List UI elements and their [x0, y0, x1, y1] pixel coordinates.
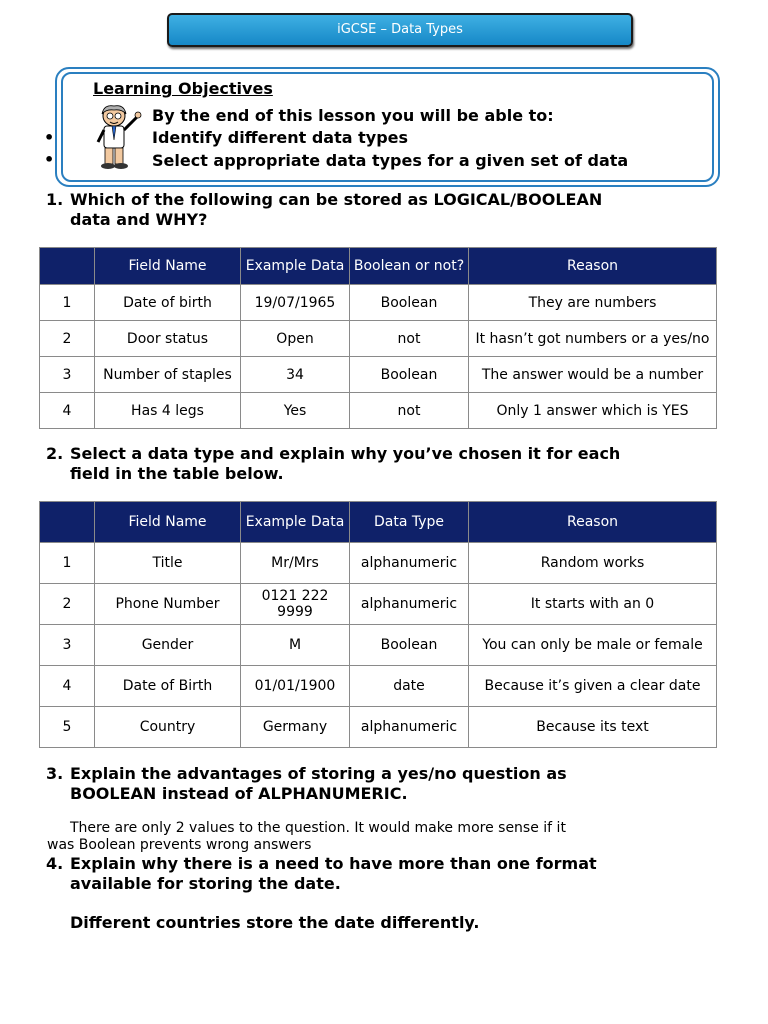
table-cell: They are numbers [469, 285, 717, 321]
table-cell: 3 [40, 625, 95, 666]
question-text: data and WHY? [70, 210, 208, 229]
table-cell: 19/07/1965 [241, 285, 350, 321]
table-cell: not [350, 321, 469, 357]
table-cell: 01/01/1900 [241, 666, 350, 707]
table-cell: Because its text [469, 707, 717, 748]
table-cell: It starts with an 0 [469, 584, 717, 625]
table-row [40, 321, 717, 357]
table-cell: Boolean [350, 285, 469, 321]
table-cell: alphanumeric [350, 707, 469, 748]
table-row [40, 285, 717, 321]
question-number: 1. [46, 190, 64, 209]
table-cell: M [241, 625, 350, 666]
bullet-icon: • [44, 150, 55, 169]
table-cell: Date of birth [95, 285, 241, 321]
table-cell: Number of staples [95, 357, 241, 393]
professor-clipart-icon [92, 104, 144, 170]
table-row [40, 543, 717, 584]
question-text: Select a data type and explain why you’ve chosen it for each [70, 444, 621, 463]
table-row [40, 357, 717, 393]
answer-text: There are only 2 values to the question. It would make more sense if it [70, 820, 566, 836]
table-cell: Only 1 answer which is YES [469, 393, 717, 429]
header-cell: Example Data [241, 502, 350, 543]
bullet-icon: • [44, 128, 55, 147]
header-cell: Reason [469, 248, 717, 285]
question-number: 3. [46, 764, 64, 783]
question-text: Explain the advantages of storing a yes/no question as [70, 764, 567, 783]
question-text: Which of the following can be stored as LOGICAL/BOOLEAN [70, 190, 603, 209]
table-cell: date [350, 666, 469, 707]
boolean-table [39, 247, 717, 429]
answer-text: was Boolean prevents wrong answers [47, 837, 312, 853]
table-cell: Because it’s given a clear date [469, 666, 717, 707]
table-cell: 1 [40, 543, 95, 584]
table-cell: 2 [40, 584, 95, 625]
table-cell: Open [241, 321, 350, 357]
table-row [40, 625, 717, 666]
header-cell: Field Name [95, 502, 241, 543]
table-header-row [40, 248, 717, 285]
table-row [40, 393, 717, 429]
table-cell: You can only be male or female [469, 625, 717, 666]
table-cell: Boolean [350, 357, 469, 393]
table-cell: 34 [241, 357, 350, 393]
answer-text: Different countries store the date differently. [70, 913, 480, 932]
table-cell: Title [95, 543, 241, 584]
table-cell: 3 [40, 357, 95, 393]
table-cell: 4 [40, 393, 95, 429]
table-cell: Phone Number [95, 584, 241, 625]
objectives-intro: By the end of this lesson you will be able to: [152, 106, 554, 125]
table-cell: Country [95, 707, 241, 748]
data-type-table [39, 501, 717, 748]
table-cell: 0121 222 9999 [241, 584, 350, 625]
objective-item: Select appropriate data types for a given set of data [152, 151, 629, 170]
header-cell: Field Name [95, 248, 241, 285]
table-cell: 4 [40, 666, 95, 707]
table-row [40, 666, 717, 707]
question-text: field in the table below. [70, 464, 284, 483]
table-cell: Mr/Mrs [241, 543, 350, 584]
table-header-row [40, 502, 717, 543]
table-cell: alphanumeric [350, 584, 469, 625]
question-text: available for storing the date. [70, 874, 341, 893]
table-cell: Gender [95, 625, 241, 666]
question-number: 4. [46, 854, 64, 873]
header-cell [40, 248, 95, 285]
table-cell: It hasn’t got numbers or a yes/no [469, 321, 717, 357]
table-cell: alphanumeric [350, 543, 469, 584]
table-cell: Random works [469, 543, 717, 584]
table-row [40, 707, 717, 748]
table-cell: 1 [40, 285, 95, 321]
table-cell: Yes [241, 393, 350, 429]
table-cell: Door status [95, 321, 241, 357]
table-cell: 5 [40, 707, 95, 748]
question-number: 2. [46, 444, 64, 463]
header-cell: Boolean or not? [350, 248, 469, 285]
table-cell: not [350, 393, 469, 429]
header-cell: Example Data [241, 248, 350, 285]
table-cell: Germany [241, 707, 350, 748]
objectives-title: Learning Objectives [93, 79, 273, 98]
table-cell: The answer would be a number [469, 357, 717, 393]
table-row [40, 584, 717, 625]
table-cell: Date of Birth [95, 666, 241, 707]
objective-item: Identify different data types [152, 128, 409, 147]
page-title-banner: iGCSE – Data Types [167, 13, 633, 47]
header-cell: Data Type [350, 502, 469, 543]
table-cell: Boolean [350, 625, 469, 666]
question-text: Explain why there is a need to have more than one format [70, 854, 597, 873]
header-cell [40, 502, 95, 543]
table-cell: Has 4 legs [95, 393, 241, 429]
question-text: BOOLEAN instead of ALPHANUMERIC. [70, 784, 408, 803]
table-cell: 2 [40, 321, 95, 357]
header-cell: Reason [469, 502, 717, 543]
